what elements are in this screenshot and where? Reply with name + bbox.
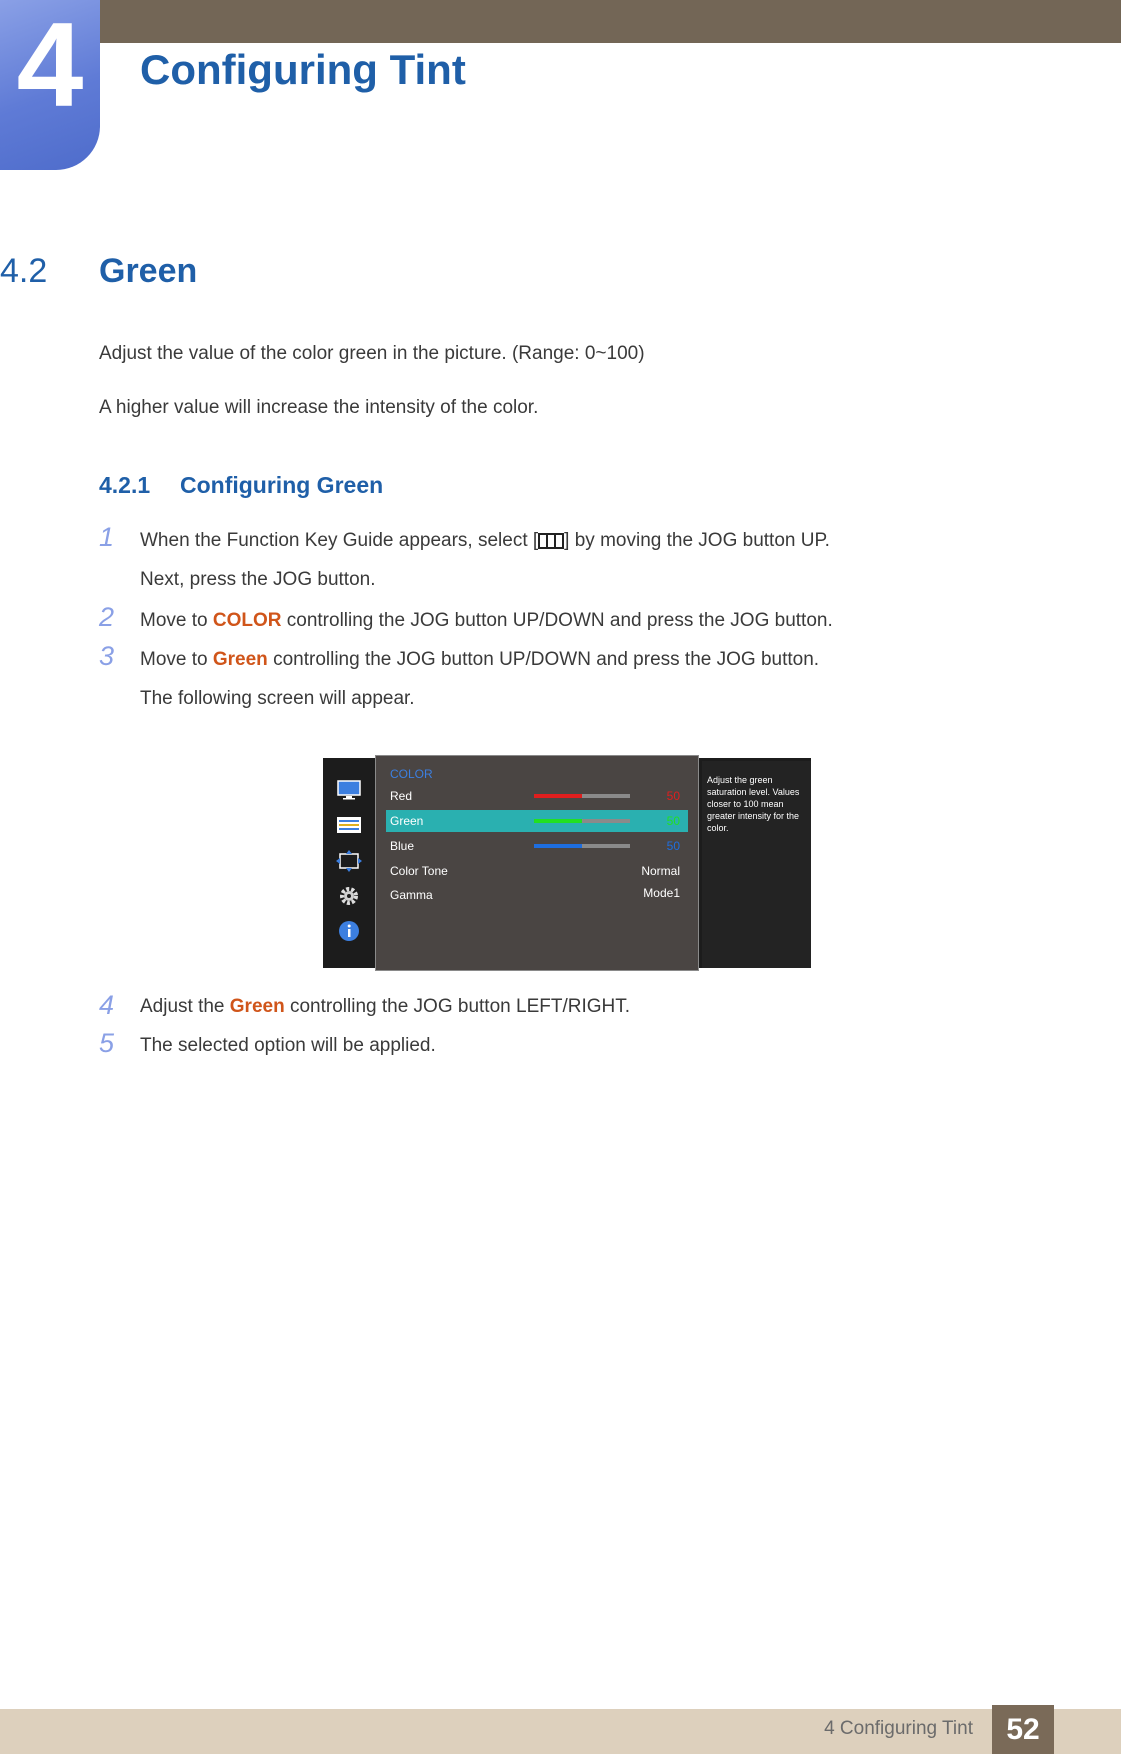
subsection-number: 4.2.1 bbox=[99, 472, 151, 498]
chapter-title: Configuring Tint bbox=[140, 46, 466, 93]
step-text-part: When the Function Key Guide appears, select [ bbox=[140, 530, 539, 551]
section-number: 4.2 bbox=[0, 252, 48, 290]
blue-slider[interactable] bbox=[534, 844, 630, 848]
osd-row-value: Mode1 bbox=[643, 886, 680, 900]
osd-row-label: Red bbox=[390, 789, 413, 803]
osd-row-label: Gamma bbox=[390, 888, 433, 902]
osd-row-gamma[interactable] bbox=[386, 884, 688, 906]
chapter-tab bbox=[0, 0, 100, 170]
osd-row-label: Green bbox=[390, 814, 424, 828]
chapter-number: 4 bbox=[16, 0, 84, 132]
osd-row-value: 50 bbox=[666, 814, 680, 828]
osd-category-title: COLOR bbox=[390, 767, 433, 781]
step-number: 1 bbox=[99, 522, 115, 552]
step-number: 5 bbox=[99, 1028, 115, 1058]
red-slider[interactable] bbox=[534, 794, 630, 798]
osd-menu-panel bbox=[375, 755, 699, 971]
function-guide-icon bbox=[538, 533, 564, 549]
slider-fill bbox=[534, 819, 582, 823]
step-followup: The following screen will appear. bbox=[140, 688, 415, 709]
osd-row-value: Normal bbox=[641, 864, 680, 878]
slider-fill bbox=[534, 844, 582, 848]
highlight-term: COLOR bbox=[212, 610, 282, 631]
step-text-part: controlling the JOG button UP/DOWN and press the JOG button. bbox=[281, 610, 833, 631]
osd-row-red[interactable] bbox=[386, 785, 688, 807]
step-text-part: controlling the JOG button LEFT/RIGHT. bbox=[284, 996, 631, 1017]
monitor-icon bbox=[336, 779, 362, 801]
step-text-part: Move to bbox=[140, 610, 213, 631]
osd-row-color-tone[interactable] bbox=[386, 860, 688, 882]
section-title: Green bbox=[99, 252, 198, 290]
step-text bbox=[140, 530, 830, 552]
osd-row-blue[interactable] bbox=[386, 835, 688, 857]
osd-screenshot bbox=[323, 755, 811, 971]
osd-help-panel bbox=[699, 758, 811, 968]
step-text-part: Adjust the bbox=[140, 996, 230, 1017]
header-bar bbox=[0, 0, 1121, 43]
osd-row-value: 50 bbox=[666, 839, 680, 853]
osd-row-label: Color Tone bbox=[390, 864, 448, 878]
highlight-term: Green bbox=[212, 649, 268, 670]
footer-chapter-label: 4 Configuring Tint bbox=[824, 1718, 973, 1739]
intro-paragraph: Adjust the value of the color green in the picture. (Range: 0~100) bbox=[99, 343, 645, 364]
highlight-term: Green bbox=[229, 996, 285, 1017]
step-text-part: controlling the JOG button UP/DOWN and press the JOG button. bbox=[267, 649, 820, 670]
osd-icon-column bbox=[323, 758, 375, 968]
osd-row-value: 50 bbox=[666, 789, 680, 803]
step-followup: Next, press the JOG button. bbox=[140, 569, 376, 590]
gear-icon bbox=[336, 885, 362, 907]
slider-fill bbox=[534, 794, 582, 798]
step-text bbox=[140, 649, 819, 671]
step-text-part: ] by moving the JOG button UP. bbox=[564, 530, 830, 551]
step-number: 4 bbox=[99, 990, 115, 1020]
info-icon bbox=[336, 920, 362, 942]
resize-icon bbox=[336, 850, 362, 872]
osd-row-label: Blue bbox=[390, 839, 415, 853]
step-text bbox=[140, 996, 630, 1018]
step-number: 2 bbox=[99, 602, 115, 632]
page-number: 52 bbox=[992, 1705, 1054, 1754]
subsection-title: Configuring Green bbox=[180, 472, 384, 498]
osd-help-text: Adjust the green saturation level. Values closer to 100 mean greater intensity for the color. bbox=[707, 775, 800, 833]
step-text: The selected option will be applied. bbox=[140, 1035, 436, 1056]
step-text-part: Move to bbox=[140, 649, 213, 670]
step-text bbox=[140, 610, 833, 632]
picture-icon bbox=[336, 814, 362, 836]
green-slider[interactable] bbox=[534, 819, 630, 823]
osd-row-green[interactable] bbox=[386, 810, 688, 832]
intro-paragraph: A higher value will increase the intensity of the color. bbox=[99, 397, 539, 418]
step-number: 3 bbox=[99, 641, 115, 671]
